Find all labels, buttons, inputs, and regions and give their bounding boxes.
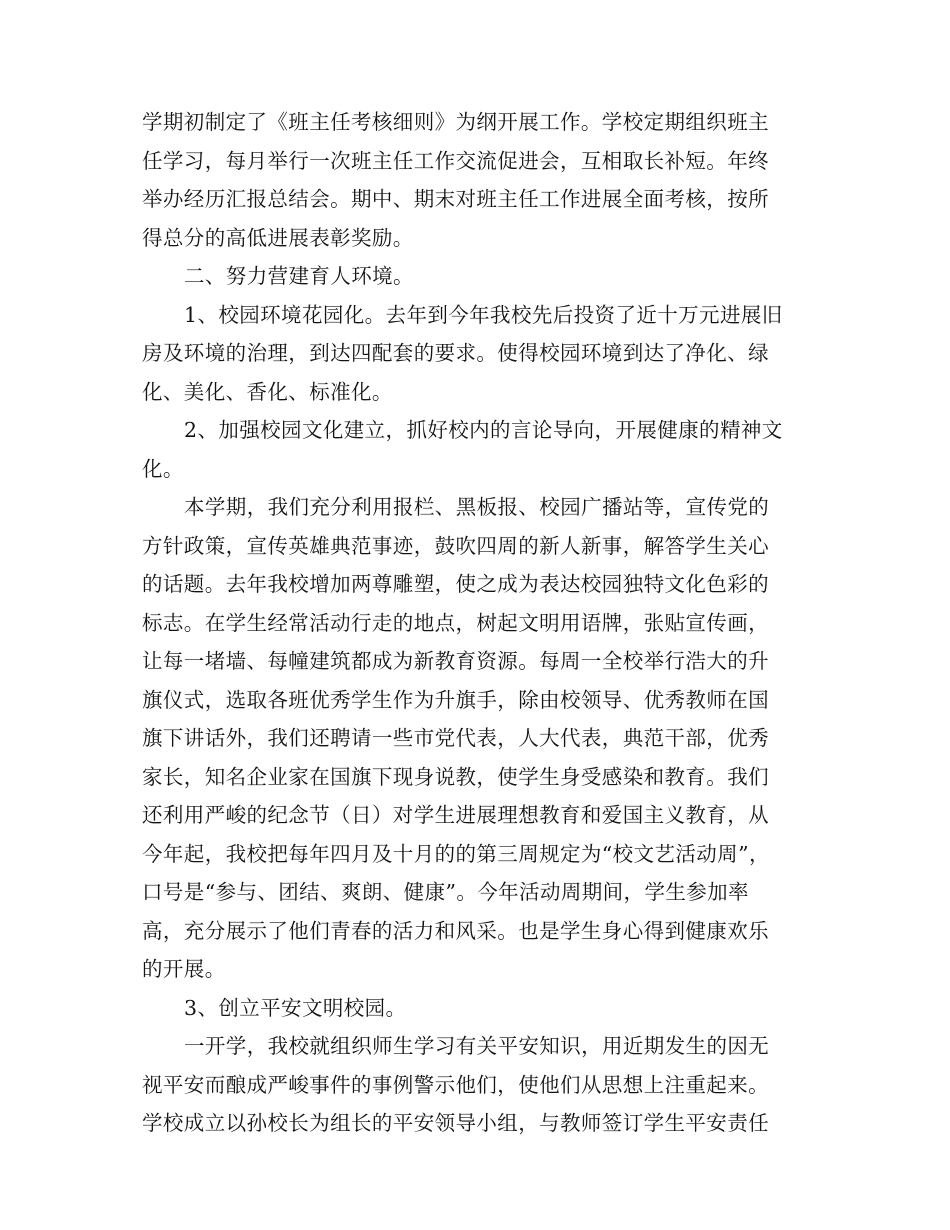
document-body [142,103,832,1143]
text-line: 让每一堵墙、每幢建筑都成为新教育资源。每周一全校举行浩大的升 [142,649,769,673]
text-line: 1、校园环境花园化。去年到今年我校先后投资了近十万元进展旧 [184,302,783,327]
text-line: 口号是“参与、团结、爽朗、健康”。今年活动周期间，学生参加率 [142,880,749,904]
text-line: 2、加强校园文化建立，抓好校内的言论导向，开展健康的精神文 [184,418,783,442]
text-line: 的话题。去年我校增加两尊雕塑，使之成为表达校园独特文化色彩的 [142,572,769,596]
text-line: 旗仪式，选取各班优秀学生作为升旗手，除由校领导、优秀教师在国 [142,687,769,712]
text-line: 任学习，每月举行一次班主任工作交流促进会，互相取长补短。年终 [142,148,769,173]
text-line: 得总分的高低进展表彰奖励。 [142,225,414,250]
text-line: 标志。在学生经常活动行走的地点，树起文明用语牌，张贴宣传画， [142,610,769,635]
text-line: 本学期，我们充分利用报栏、黑板报、校园广播站等，宣传党的 [184,495,770,519]
section-heading: 二、努力营建育人环境。 [184,264,414,288]
text-line: 高，充分展示了他们青春的活力和风采。也是学生身心得到健康欢乐 [142,918,769,943]
text-line: 视平安而酿成严峻事件的事例警示他们，使他们从思想上注重起来。 [142,1072,769,1097]
text-line: 今年起，我校把每年四月及十月的的第三周规定为“校文艺活动周”， [142,841,770,866]
text-line: 学期初制定了《班主任考核细则》为纲开展工作。学校定期组织班主 [142,110,769,134]
text-line: 学校成立以孙校长为组长的平安领导小组，与教师签订学生平安责任 [142,1111,769,1135]
text-line: 方针政策，宣传英雄典范事迹，鼓吹四周的新人新事，解答学生关心 [142,533,769,558]
text-line: 的开展。 [142,957,226,981]
text-line: 还利用严峻的纪念节（日）对学生进展理想教育和爱国主义教育，从 [142,803,769,827]
text-line: 旗下讲话外，我们还聘请一些市党代表，人大代表，典范干部，优秀 [142,726,769,750]
text-line: 一开学，我校就组织师生学习有关平安知识，用近期发生的因无 [184,1034,770,1058]
text-line: 房及环境的治理，到达四配套的要求。使得校园环境到达了净化、绿 [142,341,769,365]
text-line: 化。 [142,456,184,481]
section-heading: 3、创立平安文明校园。 [184,995,407,1020]
text-line: 举办经历汇报总结会。期中、期末对班主任工作进展全面考核，按所 [142,187,769,211]
text-line: 化、美化、香化、标准化。 [142,379,393,404]
text-line: 家长，知名企业家在国旗下现身说教，使学生身受感染和教育。我们 [142,764,769,789]
